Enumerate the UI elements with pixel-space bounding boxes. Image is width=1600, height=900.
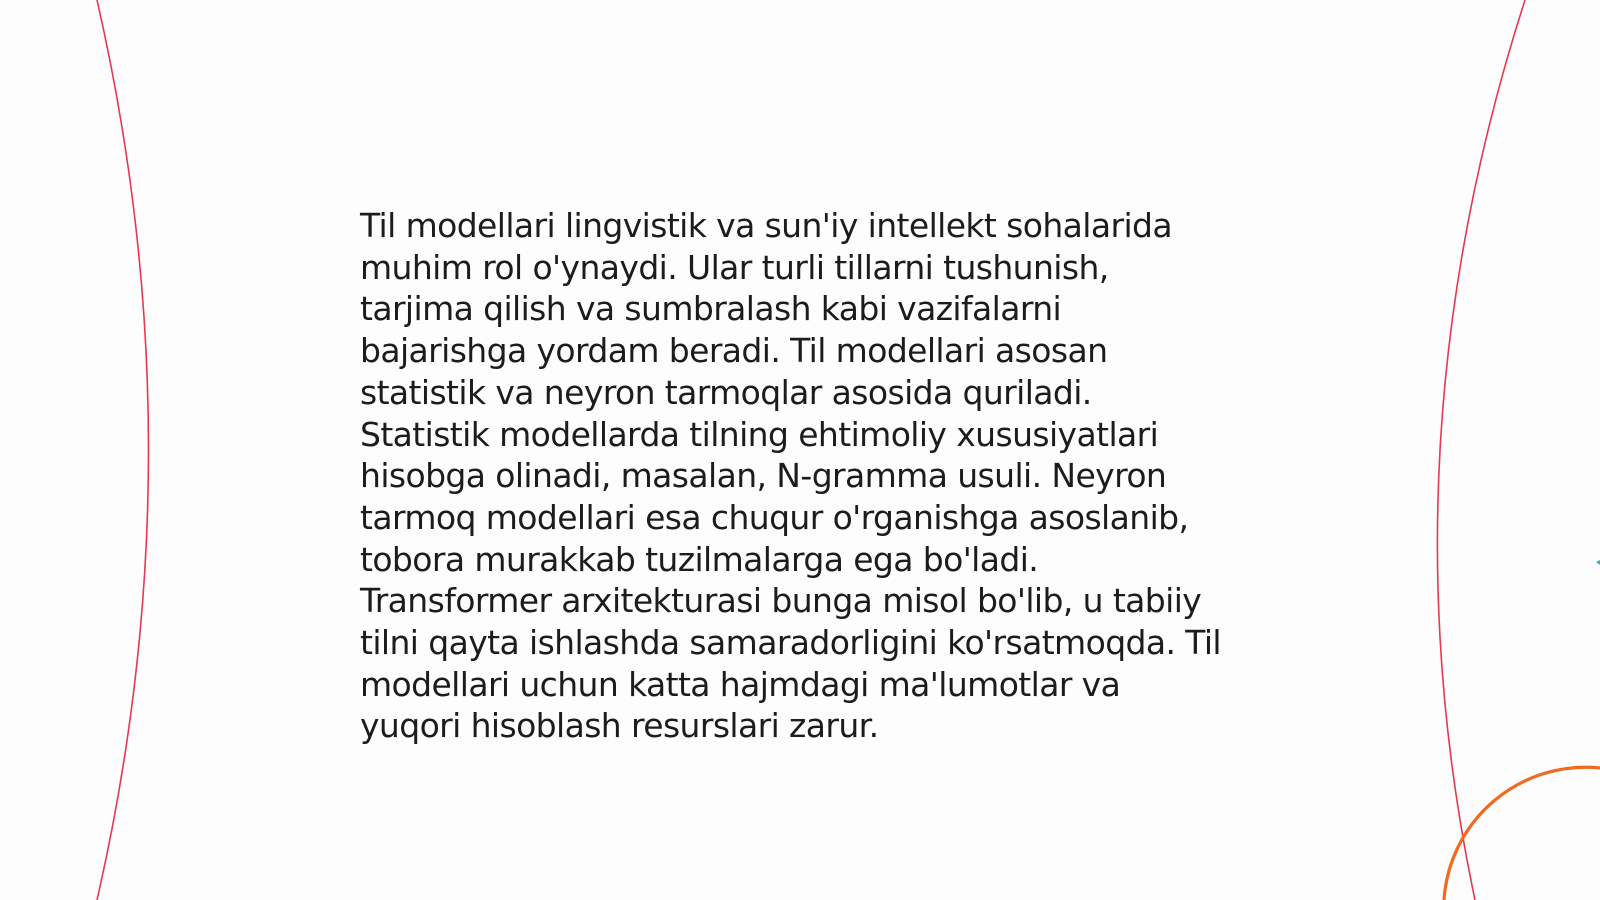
slide-body-text: Til modellari lingvistik va sun'iy intellekt sohalarida muhim rol o'ynaydi. Ular turli tillarni tushunish, tarjima qilish va sumbralash kabi vazifalarni bajarishga yordam beradi. Til modellari asosan statistik va neyron tarmoqlar asosida quriladi. Statistik modellarda tilning ehtimoliy xususiyatlari hisobga olinadi, masalan, N-gramma usuli. Neyron tarmoq modellari esa chuqur o'rganishga asoslanib, tobora murakkab tuzilmalarga ega bo'ladi. Transformer arxitekturasi bunga misol bo'lib, u tabiiy tilni qayta ishlashda samaradorligini ko'rsatmoqda. Til modellari uchun katta hajmdagi ma'lumotlar va yuqori hisoblash resurslari zarur.	[360, 206, 1221, 746]
right-red-arc	[1437, 0, 1525, 900]
orange-circle-arc	[1444, 767, 1600, 900]
left-red-arc	[97, 0, 149, 900]
teal-mark	[1596, 560, 1600, 565]
